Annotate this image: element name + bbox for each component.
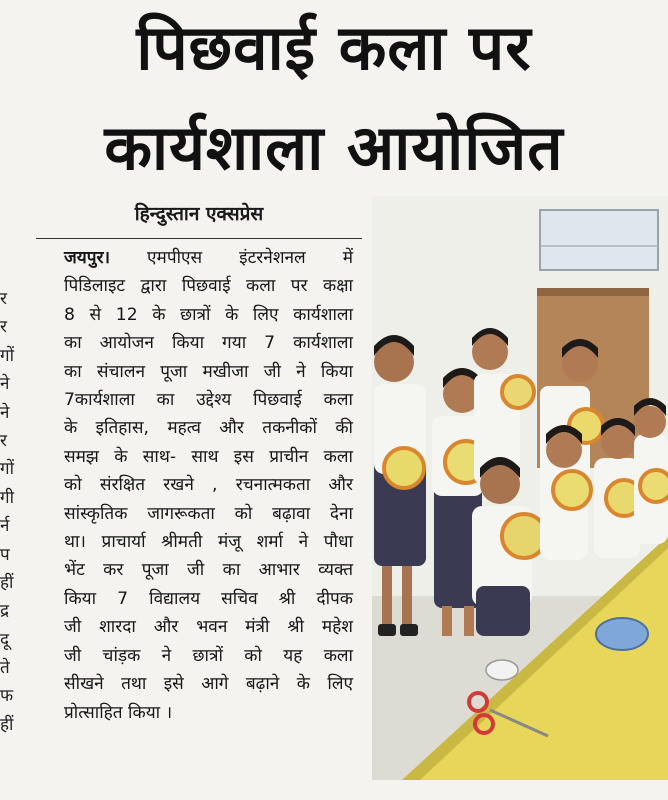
- story-line-1: [64, 244, 353, 272]
- story-line: किया 7 विद्यालय सचिव श्री दीपक: [64, 588, 353, 609]
- student-8: [634, 398, 668, 544]
- story-line: सांस्कृतिक जागरूकता को बढ़ावा देना: [64, 503, 353, 524]
- headline-line-1: पिछवाई कला पर: [136, 11, 532, 84]
- adjacent-column-text: द्र: [0, 601, 10, 622]
- story-line: को संरक्षित रखने , रचनात्मकता और: [64, 475, 353, 496]
- workshop-photo-illustration: [372, 196, 668, 780]
- adjacent-column-text: र्न: [0, 516, 10, 537]
- adjacent-column-text: गों: [0, 345, 14, 366]
- story-body: [64, 244, 353, 727]
- adjacent-column-text: फ: [0, 686, 14, 707]
- story-line: भेंट कर पूजा जी का आभार व्यक्त: [64, 560, 353, 581]
- story-line: 8 से 12 के छात्रों के लिए कार्यशाला: [64, 304, 353, 325]
- adjacent-column-fragment: [0, 285, 16, 739]
- news-photo: [372, 196, 668, 780]
- story-line: सीखने तथा इसे आगे बढ़ाने के लिए: [64, 674, 353, 695]
- adjacent-column-text: प: [0, 544, 10, 565]
- story-line-last: प्रोत्साहित किया ।: [64, 702, 173, 723]
- story-line: 7कार्यशाला का उद्देश्य पिछवाई कला: [64, 390, 353, 411]
- adjacent-column-text: हीं: [0, 572, 14, 593]
- adjacent-column-text: गों: [0, 459, 14, 480]
- dateline: जयपुर।: [64, 248, 111, 268]
- adjacent-column-text: र: [0, 430, 7, 451]
- adjacent-column-text: हीं: [0, 714, 14, 735]
- byline: हिन्दुस्तान एक्सप्रेस: [134, 203, 264, 225]
- story-line: के इतिहास, महत्व और तकनीकों की: [64, 418, 353, 439]
- adjacent-column-text: र: [0, 317, 7, 338]
- story-line: जी चांड़क ने छात्रों को यह कला: [64, 645, 353, 666]
- story-line: का आयोजन किया गया 7 कार्यशाला: [64, 333, 353, 354]
- story-text: एमपीएस इंटरनेशनल में: [147, 248, 353, 268]
- story-line: समझ के साथ- साथ इस प्राचीन कला: [64, 446, 353, 467]
- adjacent-column-text: दू: [0, 629, 10, 650]
- headline-line-2: कार्यशाला आयोजित: [104, 111, 564, 184]
- adjacent-column-text: गी: [0, 487, 14, 508]
- story-line: का संचालन पूजा मखीजा जी ने किया: [64, 361, 353, 382]
- story-line: था। प्राचार्या श्रीमती मंजू शर्मा ने पौधा: [64, 532, 353, 553]
- photo-window: [540, 210, 658, 270]
- adjacent-column-text: र: [0, 289, 7, 309]
- adjacent-column-text: ने: [0, 374, 10, 395]
- adjacent-column-text: ते: [0, 658, 10, 679]
- byline-divider: [36, 238, 362, 239]
- story-line: जी शारदा और भवन मंत्री श्री महेश: [64, 617, 353, 638]
- story-line: पिडिलाइट द्वारा पिछवाई कला पर कक्षा: [64, 276, 353, 297]
- adjacent-column-text: ने: [0, 402, 10, 423]
- photo-plate: [596, 618, 648, 650]
